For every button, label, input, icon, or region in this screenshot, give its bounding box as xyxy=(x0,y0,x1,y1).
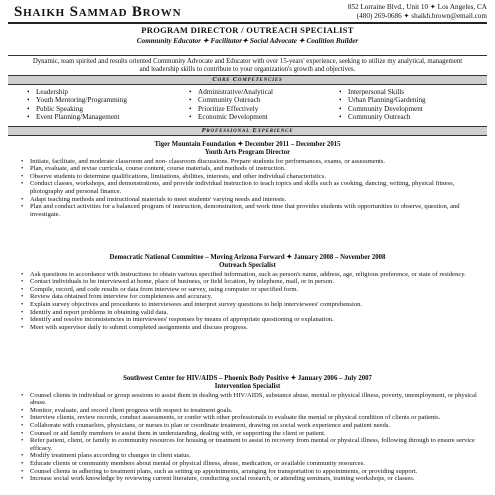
duty-item: • Meet with supervisor daily to submit completed assignments and discuss progress. xyxy=(30,324,487,332)
competency-item: • Leadership xyxy=(36,88,127,96)
duty-item: • Review data obtained from interview for completeness and accuracy. xyxy=(30,293,487,301)
competency-item: • Community Development xyxy=(348,105,426,113)
duty-item: • Counsel clients in adhering to treatment plans, such as setting up appointments, arranging for transportation to appointments, or providing support. xyxy=(30,468,487,476)
job-entry xyxy=(8,141,487,218)
job-organization: Democratic National Committee – Moving Arizona Forward ✦ January 2008 – November 2008 xyxy=(109,254,386,261)
applicant-name: Shaikh Sammad Brown xyxy=(14,4,182,20)
duty-item: • Monitor, evaluate, and record client progress with respect to treatment goals. xyxy=(30,407,487,415)
duty-item: • Increase social work knowledge by reviewing current literature, conducting social research, or attending seminars, training workshops, or classes. xyxy=(30,475,487,483)
competency-item: • Public Speaking xyxy=(36,105,127,113)
duty-item: • Counsel or aid family members to assist them in understanding, dealing with, or supporting the client or patient. xyxy=(30,430,487,438)
job-role: Youth Arts Program Director xyxy=(204,148,291,156)
duty-item: • Plan and conduct activities for a balanced program of instruction, demonstration, and work time that provides students with opportunities to observe, question, and investigate. xyxy=(30,203,487,218)
duty-item: • Educate clients or community members about mental or physical illness, abuse, medication, or available community resources. xyxy=(30,460,487,468)
phone-email: (480) 269-0686 ✦ shaikh.brown@email.com xyxy=(356,12,487,20)
duty-list xyxy=(8,158,487,219)
competency-item: • Community Outreach xyxy=(348,113,426,121)
contact-info xyxy=(348,3,487,21)
duty-item: • Conduct classes, workshops, and demonstrations, and provide individual instruction to teach topics and skills such as cooking, dancing, writing, physical fitness, photography and personal finance. xyxy=(30,180,487,195)
duty-item: • Collaborate with counselors, physicians, or nurses to plan or coordinate treatment, drawing on social work experience and patient needs. xyxy=(30,422,487,430)
competency-column xyxy=(338,88,426,122)
title-block xyxy=(8,26,487,45)
duty-item: • Refer patient, client, or family to community resources for housing or treatment to assist in recovery from mental or physical illness, following through to ensure service efficacy. xyxy=(30,437,487,452)
title-rule xyxy=(8,55,487,56)
duty-item: • Identify and report problems in obtaining valid data. xyxy=(30,309,487,317)
competencies-heading: Core Competencies xyxy=(8,75,487,85)
job-role: Intervention Specialist xyxy=(214,382,281,390)
experience-heading: Professional Experience xyxy=(8,126,487,136)
competency-item: • Community Outreach xyxy=(198,96,273,104)
job-organization: Southwest Center for HIV/AIDS – Phoenix Body Positive ✦ January 2006 – July 2007 xyxy=(123,375,372,382)
job-title: PROGRAM DIRECTOR / OUTREACH SPECIALIST xyxy=(141,25,354,35)
duty-item: • Counsel clients in individual or group sessions to assist them in dealing with HIV/AIDS, substance abuse, mental or physical illness, poverty, unemployment, or physical abuse. xyxy=(30,392,487,407)
duty-item: • Identify and resolve inconsistencies in interviewees' responses by means of appropriate questioning or explanation. xyxy=(30,316,487,324)
resume-header xyxy=(0,0,495,20)
job-subtitle: Community Educator ✦ Facilitator✦ Social Advocate ✦ Coalition Builder xyxy=(136,36,359,45)
competency-item: • Prioritize Effectively xyxy=(198,105,273,113)
duty-list xyxy=(8,392,487,483)
job-role: Outreach Specialist xyxy=(219,261,276,269)
job-entry xyxy=(8,254,487,331)
competency-item: • Youth Mentoring/Programming xyxy=(36,96,127,104)
competency-item: • Economic Development xyxy=(198,113,273,121)
duty-item: • Observe students to determine qualifications, limitations, abilities, interests, and other individual characteristics. xyxy=(30,173,487,181)
job-organization: Tiger Mountain Foundation ✦ December 2011 – December 2015 xyxy=(154,141,341,148)
duty-item: • Modify treatment plans according to changes in client status. xyxy=(30,452,487,460)
competency-column xyxy=(188,88,273,122)
header-rule xyxy=(8,22,487,24)
duty-item: • Initiate, facilitate, and moderate classroom and non- classroom discussions. Prepare students for performances, exams, or assessments. xyxy=(30,158,487,166)
address: 852 Lorraine Blvd., Unit 10 ✦ Los Angeles, CA xyxy=(347,3,487,11)
duty-item: • Compile, record, and code results or data from interview or survey, using computer or specified form. xyxy=(30,286,487,294)
duty-item: • Ask questions in accordance with instructions to obtain various specified information, such as person's name, address, age, religious preference, or state of residency. xyxy=(30,271,487,279)
competency-item: • Urban Planning/Gardening xyxy=(348,96,426,104)
duty-item: • Contact individuals to be interviewed at home, place of business, or field location, by telephone, mail, or in person. xyxy=(30,278,487,286)
duty-item: • Plan, evaluate, and revise curricula, course content, course materials, and methods of instruction. xyxy=(30,165,487,173)
job-entry xyxy=(8,375,487,483)
duty-item: • Interview clients, review records, conduct assessments, or confer with other professionals to evaluate the mental or physical condition of clients or patients. xyxy=(30,414,487,422)
duty-item: • Adapt teaching methods and instructional materials to meet students' varying needs and interests. xyxy=(30,196,487,204)
competency-column xyxy=(26,88,127,122)
competency-item: • Event Planning/Management xyxy=(36,113,127,121)
duty-item: • Explain survey objectives and procedures to interviewees and interpret survey questions to help interviewees' comprehension. xyxy=(30,301,487,309)
competency-item: • Interpersonal Skills xyxy=(348,88,426,96)
duty-list xyxy=(8,271,487,332)
competency-item: • Administrative/Analytical xyxy=(198,88,273,96)
summary: Dynamic, team spirited and results oriented Community Advocate and Educator with over 15-years' experience, seeking to utilize my analytical, management and leadership skills to contribute to your organization's growth and objectives. xyxy=(32,58,463,73)
